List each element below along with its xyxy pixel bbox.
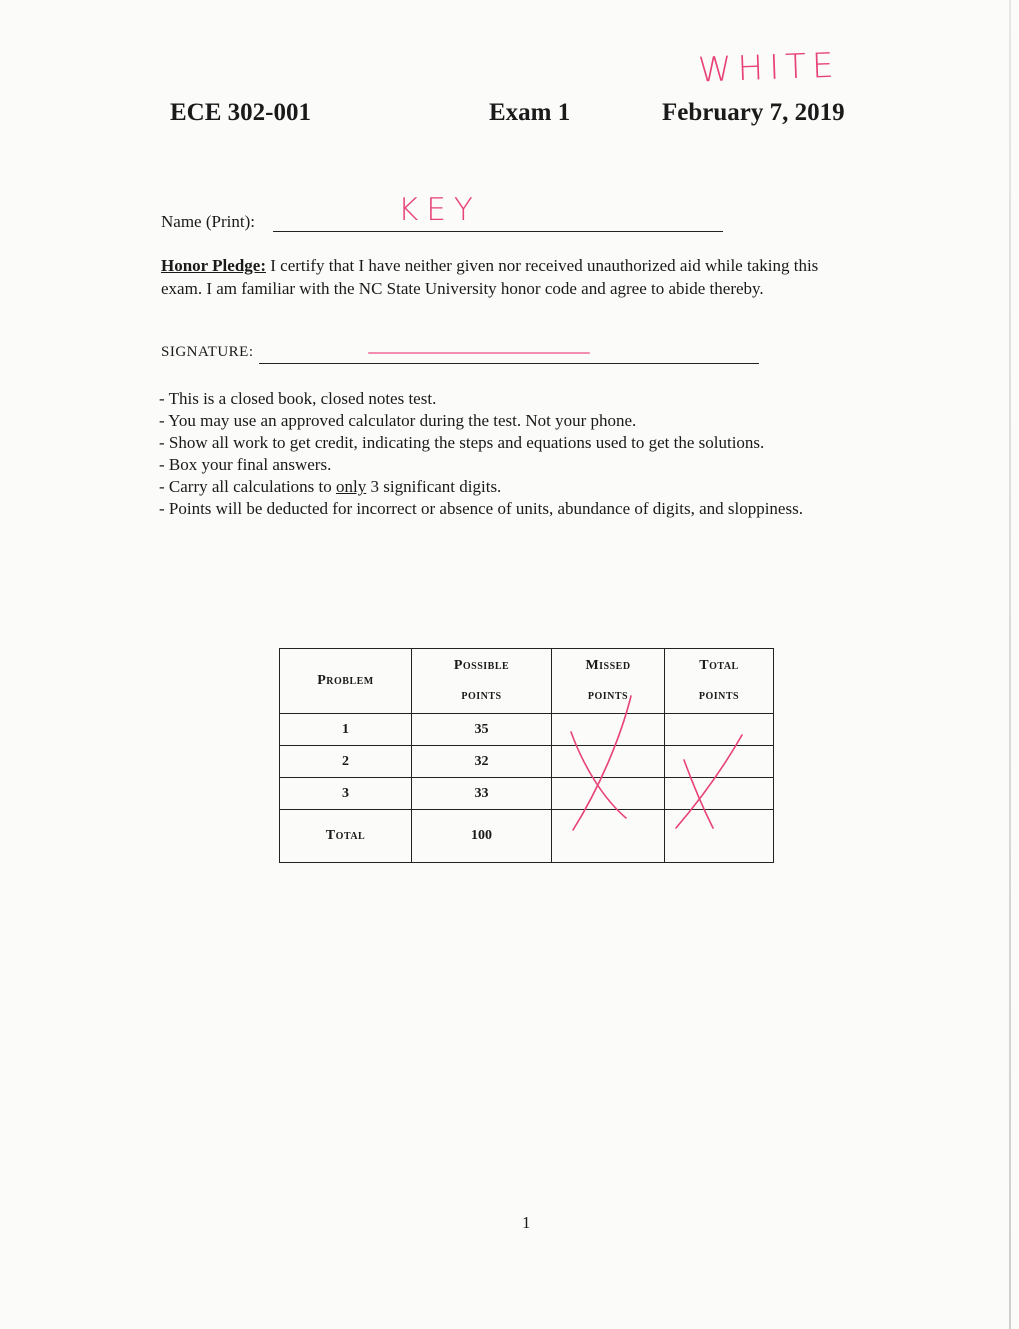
total-points-cross-icon — [684, 760, 713, 828]
header-missed-line2: points — [587, 688, 629, 703]
exam-title: Exam 1 — [489, 99, 571, 126]
problem-number: 1 — [280, 714, 412, 746]
missed-points-cross-icon — [573, 696, 631, 830]
total-points-cross-icon — [676, 735, 742, 828]
page-number: 1 — [522, 1213, 531, 1232]
problem-number: 3 — [280, 778, 412, 810]
instruction-item: - You may use an approved calculator during the test. Not your phone. — [159, 411, 637, 430]
honor-pledge-text: I certify that I have neither given nor received unauthorized aid while taking this exam. I am familiar with the NC State University honor code and agree to abide thereby. — [161, 256, 819, 298]
missed-points-cross-icon — [571, 732, 626, 818]
instruction-item: - Points will be deducted for incorrect or absence of units, abundance of digits, and sloppiness. — [159, 499, 803, 518]
possible-points: 35 — [412, 714, 552, 746]
signature-label: SIGNATURE: — [161, 344, 254, 360]
instruction-underlined-word: only — [336, 477, 367, 496]
header-possible-line2: points — [461, 688, 502, 703]
name-label: Name (Print): — [161, 212, 255, 231]
total-label: Total — [280, 810, 412, 863]
possible-points: 33 — [412, 778, 552, 810]
header-problem: Problem — [280, 649, 412, 714]
instruction-item: - This is a closed book, closed notes test. — [159, 389, 437, 408]
honor-pledge-label: Honor Pledge: — [161, 256, 266, 275]
handwritten-name: KEY — [398, 192, 481, 228]
handwritten-version-note: WHITE — [697, 45, 841, 91]
header-total-line2: points — [698, 688, 740, 703]
exam-date: February 7, 2019 — [662, 99, 845, 126]
instruction-item: - Show all work to get credit, indicating the steps and equations used to get the solutions. — [159, 433, 765, 452]
instruction-item: - Box your final answers. — [159, 455, 332, 474]
header-possible-line1: Possible — [453, 658, 510, 673]
instruction-text: - Carry all calculations to — [159, 477, 337, 496]
possible-points: 32 — [412, 746, 552, 778]
course-code: ECE 302-001 — [170, 99, 311, 126]
problem-number: 2 — [280, 746, 412, 778]
header-missed-line1: Missed — [585, 658, 631, 673]
total-possible-points: 100 — [412, 810, 552, 863]
header-total-line1: Total — [699, 658, 739, 673]
instruction-text: 3 significant digits. — [366, 477, 502, 496]
